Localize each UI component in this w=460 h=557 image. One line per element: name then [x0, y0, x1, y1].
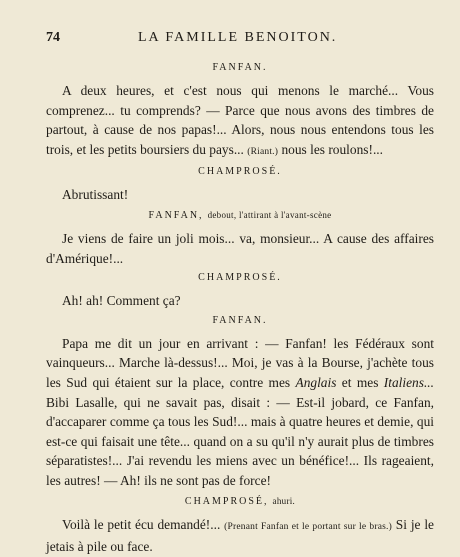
speaker-heading: [46, 494, 434, 509]
speech-text: Ah! ah! Comment ça?: [62, 293, 181, 309]
speaker-heading: [46, 208, 434, 223]
speech-text: Bibi Lasalle, qui ne savait pas, disait : — Est-il jobard, ce Fanfan, d'accaparer comme ça tous les Sud!... mais à quatre heures et demie, qui est-ce qui faisait une tête... quand on a su qu'il n'y aurait plus de timbres séparatistes!... J'ai revendu les miens avec un bénéfice!... Ils rageaient, les autres! — Ah! ils ne sont pas de force!: [46, 394, 434, 488]
speaker-direction: debout, l'attirant à l'avant-scène: [207, 209, 332, 220]
play-text: [46, 61, 434, 557]
speech-paragraph: [46, 515, 434, 557]
speech-paragraph: [46, 185, 434, 205]
speech-text: Je viens de faire un joli mois... va, monsieur... A cause des affaires d'Amérique!...: [46, 230, 434, 266]
italic-text: Italiens...: [383, 374, 435, 390]
speaker-heading: [46, 271, 434, 285]
stage-direction: (Prenant Fanfan et le portant sur le bras.): [224, 521, 392, 532]
speaker-heading: [46, 61, 434, 75]
speech-text: Papa me dit un jour en arrivant : — Fanfan! les Fédéraux sont vainqueurs... Marche là-dessus!... Moi, je vas à la Bourse, j'achète tous les Sud qui étaient sur la place, contre mes: [46, 335, 434, 390]
speech-text: Abrutissant!: [62, 187, 129, 203]
running-title: LA FAMILLE BENOITON.: [138, 30, 338, 45]
page-header: [46, 30, 434, 58]
speech-text: Voilà le petit écu demandé!...: [62, 516, 225, 532]
speaker-name: CHAMPROSÉ.: [198, 166, 282, 178]
speech-text: nous les roulons!...: [278, 141, 383, 157]
speech-paragraph: [46, 81, 434, 162]
speaker-direction: ahuri.: [272, 495, 296, 506]
speaker-name: FANFAN,: [148, 209, 204, 221]
speaker-heading: [46, 314, 434, 328]
speech-paragraph: [46, 229, 434, 268]
speech-text: et mes: [336, 374, 384, 390]
italic-text: Anglais: [295, 374, 337, 390]
speech-text: A deux heures, et c'est nous qui menons le marché... Vous comprenez... tu comprends? — Parce que nous avons des timbres de partout, à cause de nos papas!... Alors, nous nous entendons tous les trois, et les petits boursiers du pays...: [46, 83, 434, 157]
speech-paragraph: [46, 291, 434, 311]
speech-text: Si je le jetais à pile ou face.: [46, 516, 435, 555]
page-number: 74: [46, 30, 60, 45]
speaker-name: FANFAN.: [212, 62, 268, 73]
speaker-name: FANFAN.: [212, 314, 268, 326]
speaker-name: CHAMPROSÉ,: [184, 495, 269, 507]
speaker-heading: [46, 165, 434, 179]
stage-direction: (Riant.): [247, 146, 279, 157]
speech-paragraph: [46, 334, 434, 491]
speaker-name: CHAMPROSÉ.: [198, 272, 282, 284]
